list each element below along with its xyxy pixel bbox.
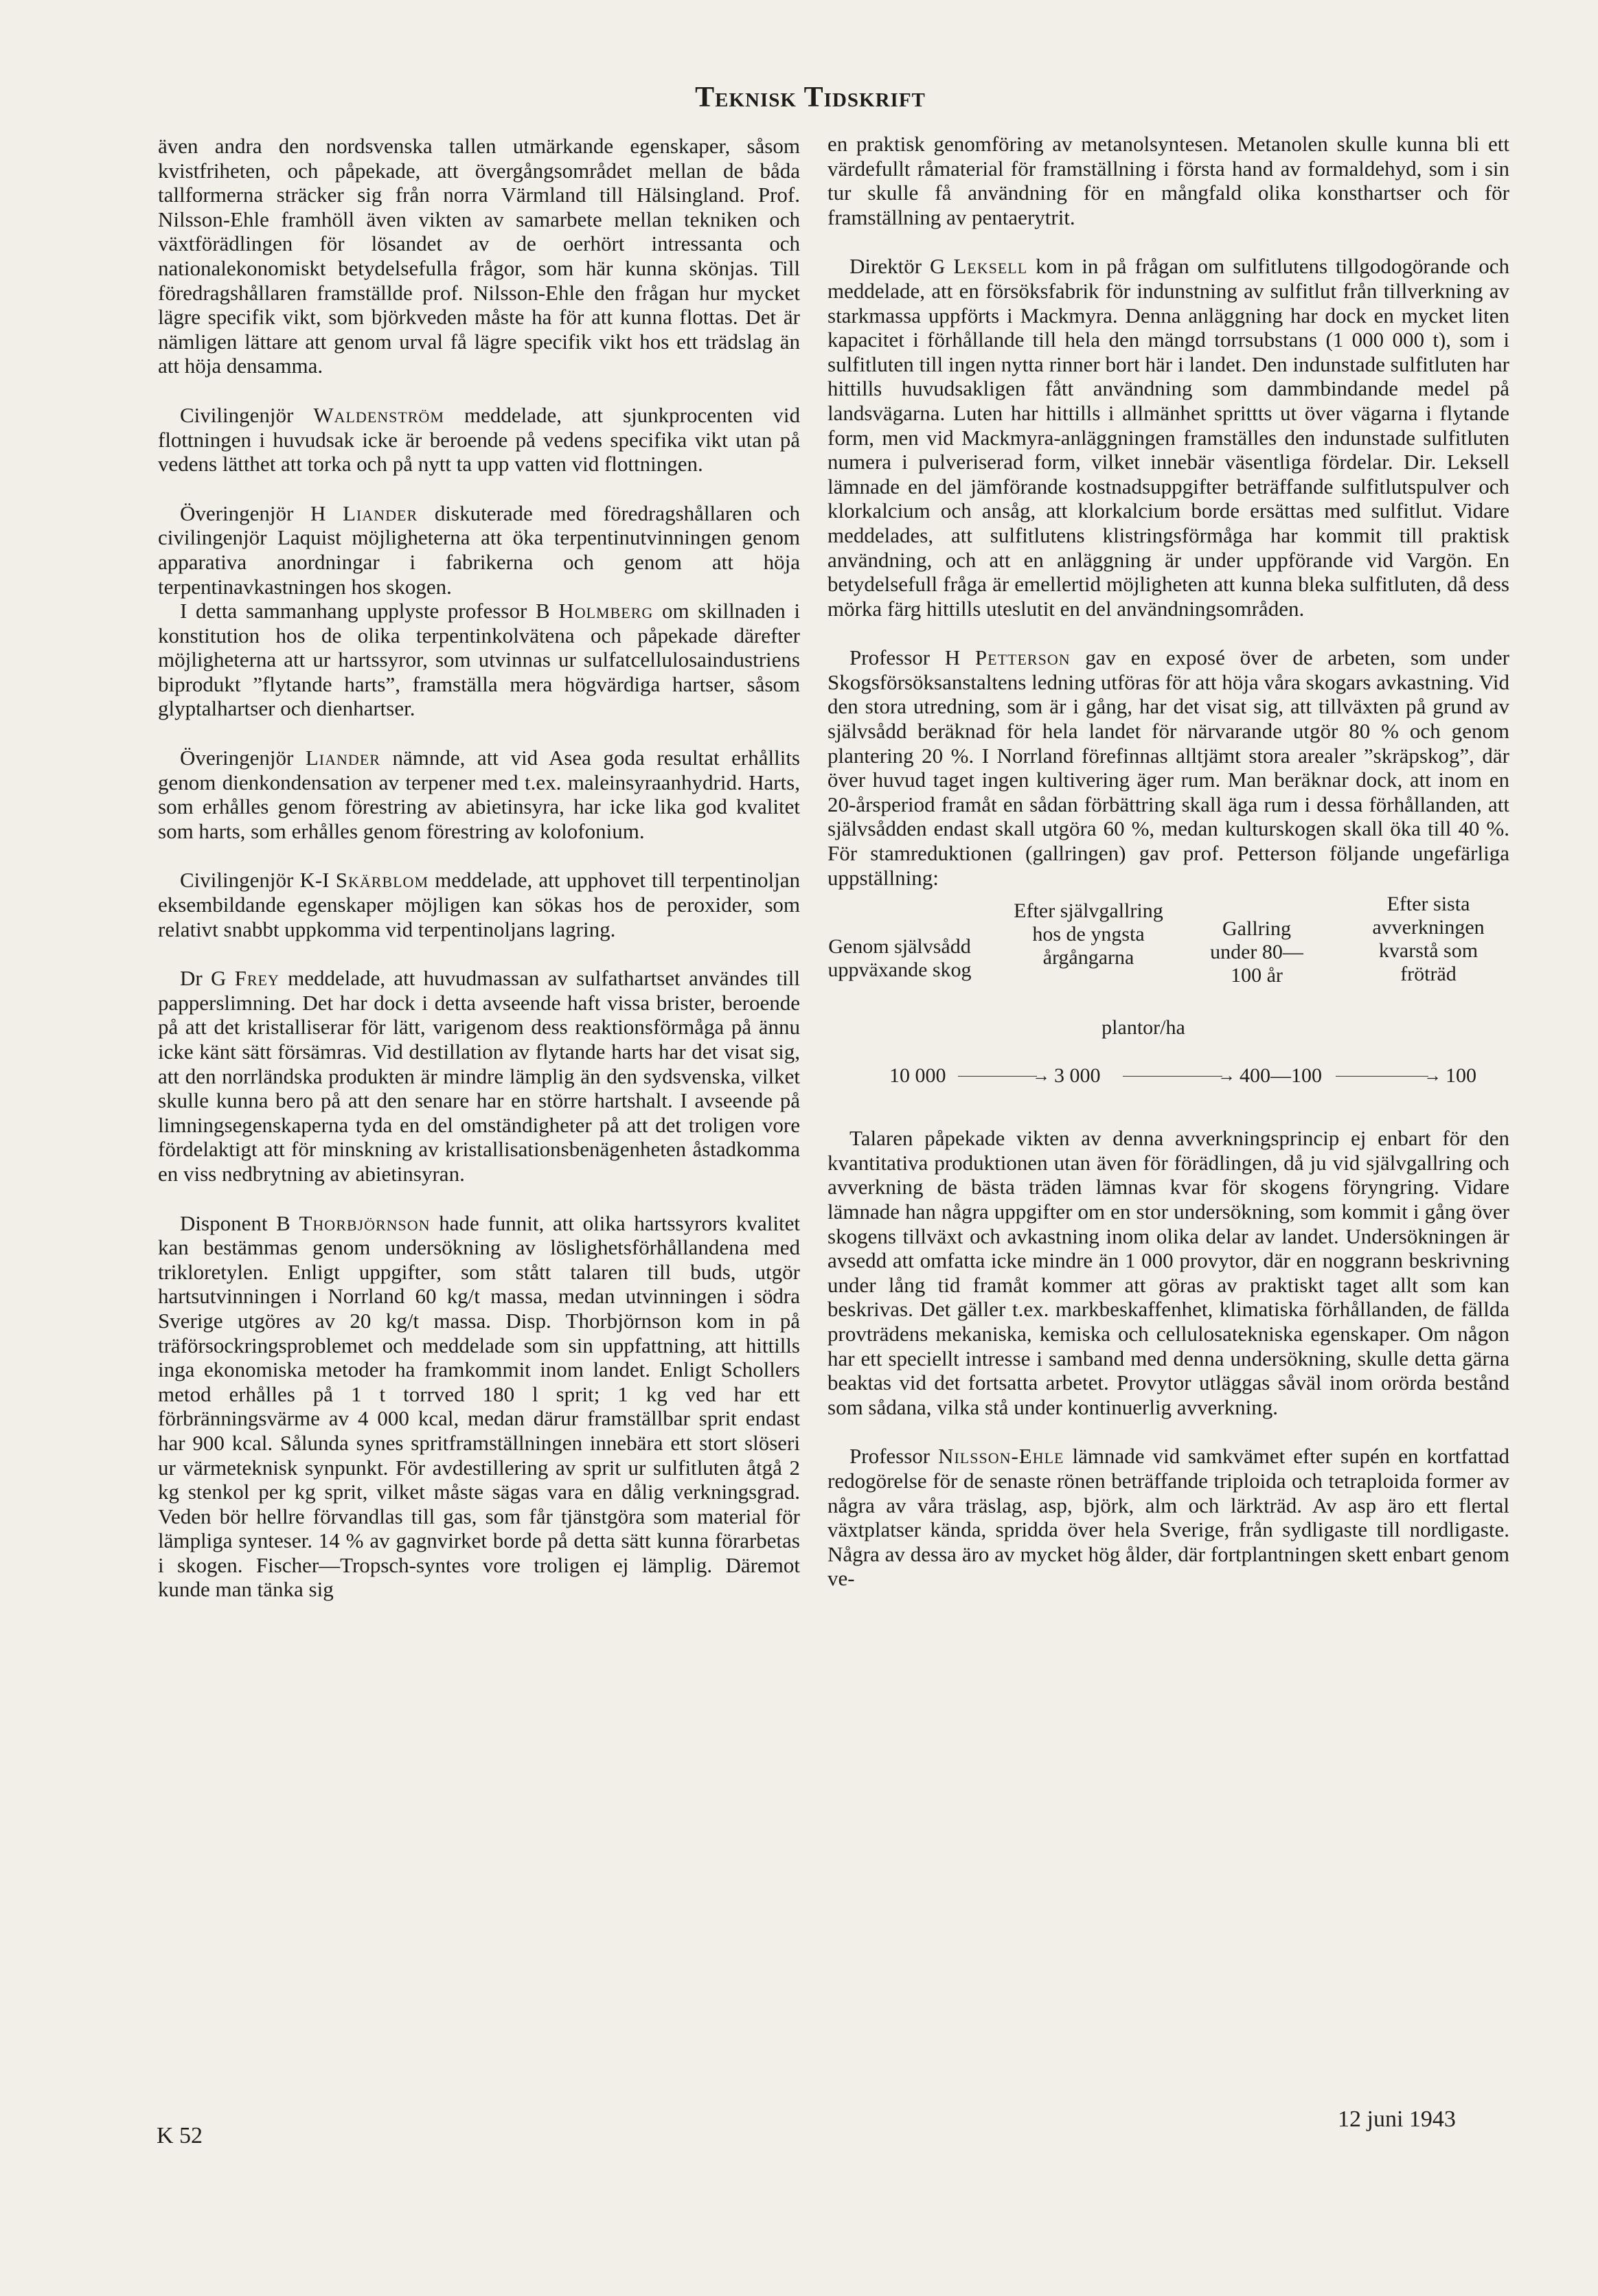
- table-values-row: [827, 1064, 1509, 1092]
- paragraph-text: meddelade, att upphovet till terpentinoljan eksembildande egenskaper möjligen kan sökas hos de peroxider, som relativt snabbt uppkomma vid terpentinoljans lagring.: [158, 868, 800, 941]
- arrow-line: [958, 1076, 1037, 1077]
- speaker-name: Frey: [234, 966, 279, 991]
- paragraph-text: hade funnit, att olika hartssyrors kvalitet kan bestämmas genom undersökning av löslighetsförhållandena med trikloretylen. Enligt uppgifter, som stått talaren till buds, utgör hartsutvinningen i Norrland 60 kg/t massa, medan utvinningen i södra Sverige utgöres av 20 kg/t massa. Disp. Thorbjörnson kom in på träförsockringsproblemet och meddelade som sin uppfattning, att hittills inga ekonomiska metoder ha framkommit inom landet. Enligt Schollers metod erhålles på 1 t torrved 180 l sprit; 1 kg ved har ett förbränningsvärme av 4 000 kcal, medan därur framställbar sprit endast har 900 kcal. Sålunda synes spritframställningen innebära ett stort slöseri ur värmeteknisk synpunkt. För avdestillering av sprit ur sulfitluten åtgå 2 kg stenkol per kg sprit, vilket måste sägas vara en dålig verkningsgrad. Veden bör hellre förvandlas till gas, som får tjänstgöra som material för lämpliga synteser. 14 % av gagnvirket borde på detta sätt kunna förarbetas i skogen. Fischer—Tropsch-syntes vore troligen ej lämplig. Däremot kunde man tänka sig: [158, 1210, 800, 1602]
- paragraph: [158, 599, 800, 721]
- arrow-icon: →: [1424, 1066, 1441, 1086]
- paragraph-text: även andra den nordsvenska tallen utmärkande egenskaper, såsom kvistfriheten, och påpekade, att övergångsområdet mellan de båda tallformerna sträcker sig från norra Värmland till Hälsingland. Prof. Nilsson-Ehle framhöll även vikten av samarbete mellan tekniken och växtförädlingen för lösandet av de oerhört intressanta och nationalekonomiskt betydelsefulla frågor, som här kunna skönjas. Till föredragshållaren framställde prof. Nilsson-Ehle den frågan hur mycket lägre specifik vikt, som björkveden måste ha för att kunna flottas. Det är nämligen lättare att genom urval få lägre specifik vikt hos ett trädslag än att höja densamma.: [158, 134, 800, 378]
- table-header-cell: Efter självgallring hos de yngsta årgångarna: [1014, 899, 1163, 969]
- paragraph-text: kom in på frågan om sulfitlutens tillgodogörande och meddelade, att en försöksfabrik för indunstning av sulfitlut från tillverkning av starkmassa uppförts i Mackmyra. Denna anläggning har dock en mycket liten kapacitet i förhållande till hela den mängd torrsubstans (1 000 000 t), som i sulfitluten till ingen nytta rinner bort här i landet. Den indunstade sulfitluten har hittills huvudsakligen fått användning som dammbindande medel på landsvägarna. Luten har hittills i allmänhet sprittts ut över vägarna i flytande form, men vid Mackmyra-anläggningen framställes den indunstade sulfitluten numera i pulveriserad form, vilket innebär väsentliga fördelar. Dir. Leksell lämnade en del jämförande kostnadsuppgifter beträffande sulfitlutspulver och klorkalcium och ansåg, att klorkalcium borde ersättas med sulfitlut. Vidare meddelades, att sulfitlutens klistringsförmåga har kommit till praktisk användning, och att en anläggning är under uppförande vid Vargön. En betydelsefull fråga är emellertid möjligheten att kunna bleka sulfitluten, då dess mörka färg hittills uteslutit en del användningsområden.: [827, 254, 1509, 621]
- paragraph-lead: Civilingenjör: [180, 402, 314, 427]
- paragraph-lead: I detta sammanhang upplyste professor B: [180, 599, 559, 623]
- paragraph-lead: Civilingenjör K-I: [180, 868, 336, 893]
- paragraph-lead: Professor: [849, 1444, 939, 1469]
- paragraph-lead: Överingenjör H: [180, 501, 343, 525]
- paragraph: [158, 1211, 800, 1603]
- speaker-name: Holmberg: [558, 599, 654, 623]
- arrow-line: [1123, 1076, 1222, 1077]
- table-value: 10 000: [889, 1064, 946, 1088]
- page-number: K 52: [157, 2123, 203, 2148]
- thinning-table: [827, 893, 1509, 1105]
- paragraph-lead: Direktör G: [849, 254, 954, 279]
- speaker-name: Thorbjörnson: [299, 1210, 431, 1235]
- paragraph-text: gav en exposé över de arbeten, som under Skogsförsöksanstaltens ledning utföras för att höja våra skogars avkastning. Vid den stora utredning, som är i gång, har det visat sig, att tillväxten på grund av självsådd beräknad för hela landet för närvarande utgör 80 % och genom plantering 20 %. I Norrland förefinnas alltjämt stora arealer ”skräpskog”, där över huvud taget ingen kultivering äger rum. Man beräknar dock, att inom en 20-årsperiod framåt en sådan förbättring skall äga rum i dessa förhållanden, att självsådden endast skall utgöra 60 %, medan kulturskogen skall öka till 40 %. För stamreduktionen (gallringen) gav prof. Petterson följande ungefärliga uppställning:: [827, 645, 1509, 890]
- issue-date: 12 juni 1943: [1338, 2106, 1456, 2132]
- speaker-name: Skärblom: [335, 868, 429, 893]
- table-header-cell: Efter sista avverkningen kvarstå som fröträd: [1372, 893, 1485, 986]
- paragraph-lead: Professor H: [849, 645, 975, 670]
- table-header-cell: Genom självsådd uppväxande skog: [827, 935, 972, 982]
- paragraph-text: nämnde, att vid Asea goda resultat erhållits genom dienkondensation av terpener med t.ex. maleinsyraanhydrid. Harts, som erhålles genom förestring av abietinsyra, har icke lika god kvalitet som harts, som erhålles genom förestring av kolofonium.: [158, 746, 800, 843]
- paragraph-text: Talaren påpekade vikten av denna avverkningsprincip ej enbart för den kvantitativa produktionen utan även för förädlingen, då ju vid självgallring och avverkning de bästa träden lämnas kvar för skogens föryngring. Vidare lämnade han några uppgifter om en stor undersökning, som kommit i gång över skogens tillväxt och avkastning inom olika delar av landet. Undersökningen är avsedd att omfatta icke mindre än 1 000 provytor, där en noggrann beskrivning under lång tid framåt kommer att göras av praktiskt taget allt som kan beskrivas. Det gäller t.ex. markbeskaffenhet, klimatiska förhållanden, de fällda provträdens mekaniska, kemiska och cellulosatekniska egenskaper. Om någon har ett speciellt intresse i samband med denna undersökning, skulle detta gärna beaktas vid det fortsatta arbetet. Provytor utläggas såväl inom orörda bestånd som sådana, vilka stå under kontinuerlig avverkning.: [827, 1126, 1509, 1419]
- arrow-line: [1336, 1076, 1428, 1077]
- right-column: [827, 132, 1509, 1591]
- paragraph-text: lämnade vid samkvämet efter supén en kortfattad redogörelse för de senaste rönen beträffande triploida och tetraploida former av några av våra träslag, asp, björk, alm och lärkträd. Av asp äro ett flertal växtplatser kända, spridda över hela Sverige, från sydligaste till nordligaste. Några av dessa äro av mycket hög ålder, där fortplantningen skett enbart genom ve-: [827, 1444, 1509, 1591]
- paragraph: [158, 403, 800, 477]
- paragraph-text: meddelade, att sjunkprocenten vid flottningen i huvudsak icke är beroende på vedens specifika vikt utan på vedens lätthet att torka och på nytt ta upp vatten vid flottningen.: [158, 402, 800, 477]
- paragraph-lead: Disponent B: [180, 1210, 299, 1235]
- table-header-cell: Gallring under 80—100 år: [1210, 917, 1303, 987]
- paragraph: [827, 645, 1509, 890]
- paragraph: [158, 134, 800, 378]
- speaker-name: Liander: [343, 501, 418, 525]
- speaker-name: Leksell: [953, 254, 1028, 279]
- paragraph: [158, 746, 800, 843]
- paragraph: [827, 254, 1509, 621]
- table-value: 100: [1446, 1064, 1476, 1088]
- arrow-icon: →: [1218, 1066, 1235, 1086]
- journal-title: Teknisk Tidskrift: [695, 82, 926, 113]
- paragraph: [827, 132, 1509, 229]
- paragraph: [158, 501, 800, 599]
- paragraph: [827, 1126, 1509, 1419]
- arrow-icon: →: [1032, 1066, 1050, 1086]
- paragraph-text: om skillnaden i konstitution hos de olika terpentinkolvätena och påpekade därefter möjligheterna att ur hartssyror, som utvinnas ur sulfatcellulosaindustriens biprodukt ”flytande harts”, framställa mera högvärdiga hartser, såsom glyptalhartser och dienhartser.: [158, 599, 801, 721]
- paragraph-text: diskuterade med föredragshållaren och civilingenjör Laquist möjligheterna att öka terpentinutvinningen genom apparativa anordningar i fabrikerna och genom att höja terpentinavkastningen hos skogen.: [158, 501, 800, 599]
- table-value: 3 000: [1054, 1064, 1101, 1088]
- paragraph-text: en praktisk genomföring av metanolsyntesen. Metanolen skulle kunna bli ett värdefullt råmaterial för framställning i första hand av formaldehyd, som i sin tur skulle få användning för en mångfald olika konsthartser och för framställning av pentaerytrit.: [827, 132, 1509, 229]
- speaker-name: Waldenström: [313, 402, 444, 427]
- paragraph: [158, 868, 800, 941]
- table-value: 400—100: [1240, 1064, 1322, 1088]
- speaker-name: Nilsson-Ehle: [938, 1444, 1064, 1469]
- speaker-name: Petterson: [974, 645, 1071, 670]
- paragraph-lead: Dr G: [180, 966, 235, 991]
- paragraph-lead: Överingenjör: [180, 746, 306, 770]
- paragraph: [158, 966, 800, 1186]
- table-unit: plantor/ha: [1102, 1016, 1185, 1040]
- speaker-name: Liander: [305, 746, 380, 770]
- left-column: [158, 134, 800, 1602]
- paragraph-text: meddelade, att huvudmassan av sulfathartset användes till papperslimning. Det har dock i detta avseende haft vissa brister, beroende på att det kristalliserar för lätt, varigenom dess reaktionsförmåga på ännu icke känt sätt försämras. Vid destillation av flytande harts har det visat sig, att den norrländska produkten är mindre lämplig än den sydsvenska, vilket skulle kunna bero på att den senare har en större hartshalt. I avseende på limningsegenskaperna tyda en del omständigheter på att det troligen vore fördelaktigt att för minskning av kristallisationsbenägenheten åstadkomma en viss nedbrytning av abietinsyran.: [158, 966, 800, 1186]
- paragraph: [827, 1444, 1509, 1591]
